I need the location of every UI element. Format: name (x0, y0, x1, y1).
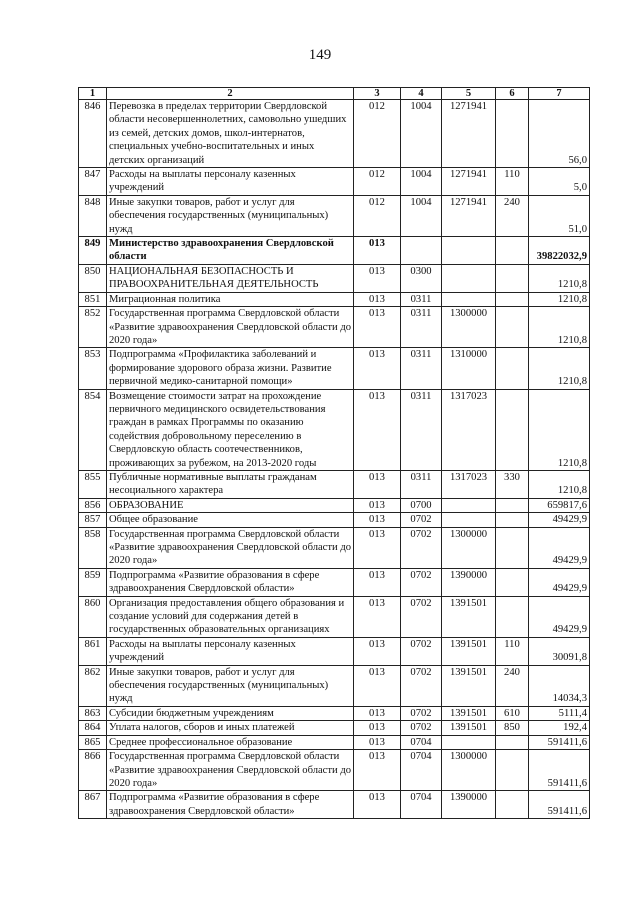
row-target-code (442, 264, 496, 292)
row-name: Государственная программа Свердловской области «Развитие здравоохранения Свердловской области до 2020 года» (107, 307, 354, 348)
row-expense-type: 330 (496, 470, 529, 498)
row-expense-type (496, 237, 529, 265)
row-target-code: 1317023 (442, 470, 496, 498)
table-row (79, 527, 590, 568)
row-name: Расходы на выплаты персоналу казенных учреждений (107, 637, 354, 665)
table-row (79, 568, 590, 596)
row-expense-type (496, 264, 529, 292)
row-admin-code: 013 (354, 513, 401, 527)
row-section-code: 0702 (401, 665, 442, 706)
row-name: Министерство здравоохранения Свердловской области (107, 237, 354, 265)
row-name: Уплата налогов, сборов и иных платежей (107, 721, 354, 735)
row-name: Публичные нормативные выплаты гражданам несоциального характера (107, 470, 354, 498)
row-number: 864 (79, 721, 107, 735)
row-target-code: 1271941 (442, 195, 496, 236)
row-admin-code: 013 (354, 791, 401, 819)
row-section-code: 0702 (401, 706, 442, 720)
row-admin-code: 012 (354, 195, 401, 236)
row-name: Иные закупки товаров, работ и услуг для обеспечения государственных (муниципальных) нужд (107, 665, 354, 706)
row-amount: 1210,8 (529, 348, 590, 389)
header-cell: 6 (496, 88, 529, 100)
row-name: Подпрограмма «Профилактика заболеваний и формирование здорового образа жизни. Развитие первичной медико-санитарной помощи» (107, 348, 354, 389)
row-section-code: 0702 (401, 568, 442, 596)
row-name: Организация предоставления общего образования и создание условий для содержания детей в государственных образовательных организациях (107, 596, 354, 637)
row-target-code (442, 513, 496, 527)
row-target-code (442, 498, 496, 512)
row-number: 861 (79, 637, 107, 665)
row-number: 853 (79, 348, 107, 389)
row-admin-code: 013 (354, 735, 401, 749)
row-target-code: 1310000 (442, 348, 496, 389)
header-row (79, 88, 590, 100)
row-expense-type: 850 (496, 721, 529, 735)
header-cell: 7 (529, 88, 590, 100)
row-amount: 14034,3 (529, 665, 590, 706)
row-section-code: 0311 (401, 292, 442, 306)
row-amount: 39822032,9 (529, 237, 590, 265)
table-row (79, 513, 590, 527)
row-amount: 1210,8 (529, 389, 590, 470)
row-expense-type (496, 292, 529, 306)
row-target-code (442, 237, 496, 265)
row-number: 846 (79, 100, 107, 168)
row-name: Среднее профессиональное образование (107, 735, 354, 749)
table-row (79, 596, 590, 637)
table-row (79, 389, 590, 470)
row-amount: 591411,6 (529, 735, 590, 749)
row-admin-code: 013 (354, 527, 401, 568)
row-expense-type (496, 735, 529, 749)
row-name: Общее образование (107, 513, 354, 527)
row-number: 851 (79, 292, 107, 306)
row-number: 858 (79, 527, 107, 568)
table-row (79, 292, 590, 306)
row-name: Перевозка в пределах территории Свердловской области несовершеннолетних, самовольно ушедших из семей, детских домов, школ-интернатов, специальных учебно-воспитательных и иных детских организаций (107, 100, 354, 168)
row-section-code: 0311 (401, 307, 442, 348)
table-row (79, 706, 590, 720)
row-section-code: 0704 (401, 791, 442, 819)
row-target-code: 1391501 (442, 637, 496, 665)
row-expense-type (496, 527, 529, 568)
row-target-code: 1391501 (442, 596, 496, 637)
header-cell: 3 (354, 88, 401, 100)
table-row (79, 168, 590, 196)
row-number: 867 (79, 791, 107, 819)
row-target-code: 1391501 (442, 706, 496, 720)
row-name: Иные закупки товаров, работ и услуг для обеспечения государственных (муниципальных) нужд (107, 195, 354, 236)
table-row (79, 637, 590, 665)
row-amount: 30091,8 (529, 637, 590, 665)
row-amount: 49429,9 (529, 568, 590, 596)
row-target-code: 1390000 (442, 791, 496, 819)
row-name: Субсидии бюджетным учреждениям (107, 706, 354, 720)
row-number: 855 (79, 470, 107, 498)
row-admin-code: 013 (354, 750, 401, 791)
row-section-code: 0702 (401, 596, 442, 637)
row-admin-code: 013 (354, 237, 401, 265)
table-row (79, 307, 590, 348)
row-target-code: 1300000 (442, 750, 496, 791)
table-row (79, 195, 590, 236)
row-number: 854 (79, 389, 107, 470)
row-target-code: 1271941 (442, 168, 496, 196)
row-amount: 1210,8 (529, 470, 590, 498)
row-target-code: 1390000 (442, 568, 496, 596)
row-amount: 49429,9 (529, 527, 590, 568)
table-row (79, 100, 590, 168)
row-name: Возмещение стоимости затрат на прохождение первичного медицинского освидетельствования граждан в рамках Программы по оказанию содействия добровольному переселению в Свердловскую область соотечественников, проживающих за рубежом, на 2013-2020 годы (107, 389, 354, 470)
row-section-code: 0704 (401, 750, 442, 791)
row-number: 859 (79, 568, 107, 596)
row-target-code: 1391501 (442, 721, 496, 735)
row-amount: 49429,9 (529, 513, 590, 527)
table-row (79, 735, 590, 749)
row-admin-code: 013 (354, 721, 401, 735)
row-section-code: 0700 (401, 498, 442, 512)
row-name: Государственная программа Свердловской области «Развитие здравоохранения Свердловской области до 2020 года» (107, 527, 354, 568)
row-amount: 659817,6 (529, 498, 590, 512)
row-amount: 591411,6 (529, 750, 590, 791)
row-number: 852 (79, 307, 107, 348)
row-section-code (401, 237, 442, 265)
table-row (79, 237, 590, 265)
row-number: 866 (79, 750, 107, 791)
row-section-code: 0311 (401, 470, 442, 498)
row-target-code (442, 292, 496, 306)
row-name: Расходы на выплаты персоналу казенных учреждений (107, 168, 354, 196)
row-expense-type (496, 100, 529, 168)
table-row (79, 498, 590, 512)
row-section-code: 0311 (401, 389, 442, 470)
row-amount: 1210,8 (529, 264, 590, 292)
row-target-code: 1300000 (442, 527, 496, 568)
row-amount: 5,0 (529, 168, 590, 196)
page-number: 149 (308, 47, 332, 63)
row-number: 860 (79, 596, 107, 637)
row-target-code: 1391501 (442, 665, 496, 706)
table-row (79, 665, 590, 706)
row-section-code: 1004 (401, 195, 442, 236)
row-number: 850 (79, 264, 107, 292)
row-admin-code: 013 (354, 307, 401, 348)
row-target-code: 1271941 (442, 100, 496, 168)
header-cell: 5 (442, 88, 496, 100)
row-number: 865 (79, 735, 107, 749)
row-number: 863 (79, 706, 107, 720)
header-cell: 4 (401, 88, 442, 100)
row-expense-type: 240 (496, 195, 529, 236)
row-amount: 1210,8 (529, 307, 590, 348)
row-amount: 51,0 (529, 195, 590, 236)
row-expense-type (496, 791, 529, 819)
table-row (79, 750, 590, 791)
row-admin-code: 013 (354, 568, 401, 596)
table-row (79, 791, 590, 819)
row-number: 862 (79, 665, 107, 706)
row-admin-code: 013 (354, 264, 401, 292)
header-cell: 1 (79, 88, 107, 100)
row-section-code: 0704 (401, 735, 442, 749)
row-section-code: 0311 (401, 348, 442, 389)
row-admin-code: 013 (354, 665, 401, 706)
row-target-code: 1300000 (442, 307, 496, 348)
row-number: 849 (79, 237, 107, 265)
row-admin-code: 012 (354, 100, 401, 168)
row-expense-type: 110 (496, 637, 529, 665)
row-amount: 591411,6 (529, 791, 590, 819)
row-admin-code: 013 (354, 292, 401, 306)
row-number: 847 (79, 168, 107, 196)
header-cell: 2 (107, 88, 354, 100)
table-row (79, 264, 590, 292)
row-admin-code: 013 (354, 348, 401, 389)
row-target-code (442, 735, 496, 749)
row-amount: 56,0 (529, 100, 590, 168)
table-row (79, 348, 590, 389)
row-amount: 192,4 (529, 721, 590, 735)
row-expense-type (496, 498, 529, 512)
row-admin-code: 013 (354, 637, 401, 665)
row-expense-type (496, 307, 529, 348)
row-expense-type: 610 (496, 706, 529, 720)
row-expense-type (496, 389, 529, 470)
row-number: 856 (79, 498, 107, 512)
row-expense-type (496, 750, 529, 791)
row-section-code: 1004 (401, 100, 442, 168)
row-expense-type (496, 596, 529, 637)
row-name: Государственная программа Свердловской области «Развитие здравоохранения Свердловской области до 2020 года» (107, 750, 354, 791)
table-row (79, 470, 590, 498)
row-amount: 1210,8 (529, 292, 590, 306)
row-section-code: 0300 (401, 264, 442, 292)
row-name: ОБРАЗОВАНИЕ (107, 498, 354, 512)
row-name: Подпрограмма «Развитие образования в сфере здравоохранения Свердловской области» (107, 568, 354, 596)
row-name: Миграционная политика (107, 292, 354, 306)
row-expense-type (496, 348, 529, 389)
row-name: НАЦИОНАЛЬНАЯ БЕЗОПАСНОСТЬ И ПРАВООХРАНИТЕЛЬНАЯ ДЕЯТЕЛЬНОСТЬ (107, 264, 354, 292)
row-admin-code: 013 (354, 389, 401, 470)
row-admin-code: 013 (354, 498, 401, 512)
row-expense-type (496, 513, 529, 527)
row-admin-code: 013 (354, 470, 401, 498)
row-number: 857 (79, 513, 107, 527)
row-amount: 49429,9 (529, 596, 590, 637)
row-section-code: 0702 (401, 721, 442, 735)
row-expense-type (496, 568, 529, 596)
row-section-code: 0702 (401, 527, 442, 568)
row-name: Подпрограмма «Развитие образования в сфере здравоохранения Свердловской области» (107, 791, 354, 819)
row-section-code: 0702 (401, 513, 442, 527)
row-number: 848 (79, 195, 107, 236)
row-admin-code: 013 (354, 706, 401, 720)
table-row (79, 721, 590, 735)
row-expense-type: 240 (496, 665, 529, 706)
row-admin-code: 013 (354, 596, 401, 637)
row-target-code: 1317023 (442, 389, 496, 470)
row-section-code: 0702 (401, 637, 442, 665)
row-section-code: 1004 (401, 168, 442, 196)
row-admin-code: 012 (354, 168, 401, 196)
row-amount: 5111,4 (529, 706, 590, 720)
row-expense-type: 110 (496, 168, 529, 196)
budget-table (78, 87, 590, 819)
